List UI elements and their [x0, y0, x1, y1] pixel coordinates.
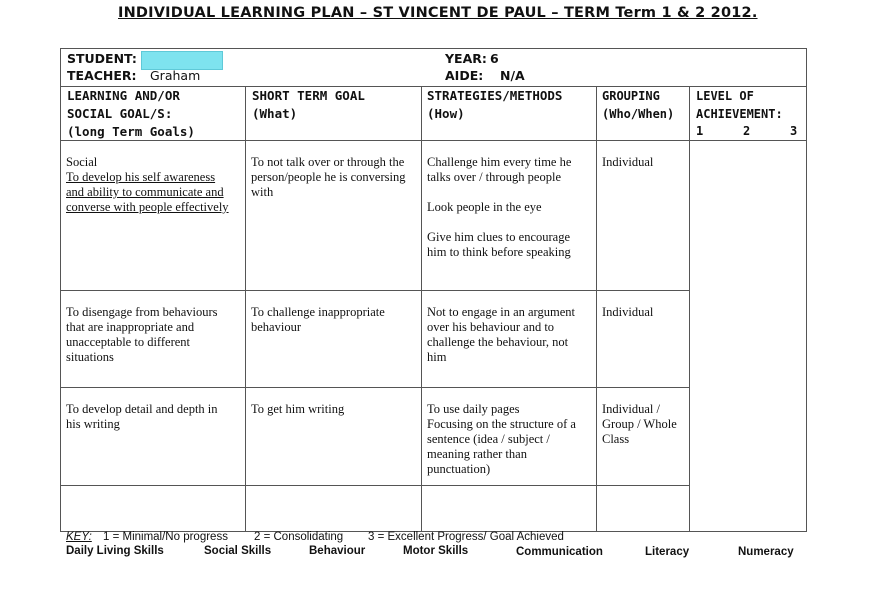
- row-1-goal-line: converse with people effectively: [66, 200, 229, 214]
- header-level-line-2: ACHIEVEMENT:: [696, 107, 783, 121]
- divider-col-2: [421, 86, 422, 531]
- row-1-goal-line: To develop his self awareness: [66, 170, 216, 184]
- header-grouping-line-1: GROUPING: [602, 89, 660, 103]
- header-grouping: [602, 87, 674, 123]
- row-3-strategy-line: Focusing on the structure of a: [427, 417, 576, 431]
- row-3-grouping-line: Individual /: [602, 402, 660, 416]
- row-3-strategy-line: punctuation): [427, 462, 491, 476]
- row-2-grouping-line: Individual: [602, 305, 654, 319]
- header-strategies: [427, 87, 562, 123]
- key-item-1: 1 = Minimal/No progress: [103, 531, 228, 543]
- row-1-strategies: [427, 155, 571, 260]
- level-number-2: 2: [743, 124, 751, 138]
- page-title: INDIVIDUAL LEARNING PLAN – ST VINCENT DE PAUL – TERM Term 1 & 2 2012.: [118, 5, 758, 21]
- row-2-goal-line: that are inappropriate and: [66, 320, 195, 334]
- row-2-strategy-line: Not to engage in an argument: [427, 305, 575, 319]
- row-1-goal-line: and ability to communicate and: [66, 185, 224, 199]
- teacher-value: Graham: [150, 68, 201, 83]
- row-3-goal: [66, 402, 218, 432]
- domain-literacy: Literacy: [645, 546, 690, 558]
- divider-row-3: [60, 485, 689, 486]
- row-1-strategy-line: Challenge him every time he: [427, 155, 572, 169]
- row-1-short-line: person/people he is conversing: [251, 170, 406, 184]
- student-label: STUDENT:: [67, 51, 137, 66]
- key-item-2: 2 = Consolidating: [254, 531, 344, 543]
- domain-communication: Communication: [516, 546, 603, 558]
- row-2-goal: [66, 305, 218, 365]
- row-1-short-term: [251, 155, 405, 200]
- divider-col-3: [596, 86, 597, 531]
- header-level: [696, 87, 783, 123]
- row-1-grouping: [602, 155, 653, 170]
- divider-col-4: [689, 86, 690, 531]
- row-2-short-line: To challenge inappropriate: [251, 305, 385, 319]
- row-2-grouping: [602, 305, 653, 320]
- row-2-goal-line: unacceptable to different: [66, 335, 191, 349]
- header-short-line-2: (What): [252, 106, 298, 121]
- row-1-short-line: with: [251, 185, 274, 199]
- row-1-strategy-line: Look people in the eye: [427, 200, 542, 214]
- row-1-strategy-line: him to think before speaking: [427, 245, 571, 259]
- header-goals-line-1: LEARNING AND/OR: [67, 88, 180, 103]
- row-3-short-line: To get him writing: [251, 402, 345, 416]
- key-item-3: 3 = Excellent Progress/ Goal Achieved: [368, 531, 564, 543]
- row-2-strategy-line: him: [427, 350, 447, 364]
- row-3-strategies: [427, 402, 576, 477]
- row-2-strategy-line: over his behaviour and to: [427, 320, 555, 334]
- aide-label: AIDE:: [445, 68, 484, 83]
- header-short-term: [252, 87, 365, 123]
- year-label: YEAR:: [445, 51, 487, 66]
- row-3-grouping-line: Class: [602, 432, 630, 446]
- header-goals-line-3: (long Term Goals): [67, 124, 195, 139]
- row-1-short-line: To not talk over or through the: [251, 155, 405, 169]
- row-1-strategy-line: Give him clues to encourage: [427, 230, 571, 244]
- domain-social-skills: Social Skills: [204, 545, 272, 557]
- level-number-1: 1: [696, 124, 704, 138]
- row-1-goal: [66, 155, 229, 215]
- header-strategies-line-2: (How): [427, 106, 465, 121]
- header-goals-line-2: SOCIAL GOAL/S:: [67, 106, 173, 121]
- header-grouping-line-2: (Who/When): [602, 107, 675, 121]
- row-2-short-line: behaviour: [251, 320, 301, 334]
- year-value: 6: [490, 51, 499, 66]
- row-3-strategy-line: To use daily pages: [427, 402, 520, 416]
- divider-col-1: [245, 86, 246, 531]
- header-short-line-1: SHORT TERM GOAL: [252, 88, 365, 103]
- row-3-goal-line: his writing: [66, 417, 120, 431]
- header-level-line-1: LEVEL OF: [696, 89, 754, 103]
- row-2-strategies: [427, 305, 575, 365]
- row-1-strategy-gap: [427, 185, 571, 200]
- domain-daily-living-skills: Daily Living Skills: [66, 545, 164, 557]
- divider-row-2: [60, 387, 689, 388]
- header-goals: [67, 87, 195, 141]
- teacher-label: TEACHER:: [67, 68, 137, 83]
- row-3-strategy-line: sentence (idea / subject /: [427, 432, 550, 446]
- row-2-goal-line: situations: [66, 350, 114, 364]
- aide-value: N/A: [500, 68, 525, 83]
- row-1-strategy-line: talks over / through people: [427, 170, 561, 184]
- divider-row-1: [60, 290, 689, 291]
- header-strategies-line-1: STRATEGIES/METHODS: [427, 88, 563, 103]
- row-3-grouping-line: Group / Whole: [602, 417, 677, 431]
- row-2-short-term: [251, 305, 385, 335]
- domain-numeracy: Numeracy: [738, 546, 794, 558]
- row-3-grouping: [602, 402, 677, 447]
- row-2-goal-line: To disengage from behaviours: [66, 305, 218, 319]
- row-1-grouping-line: Individual: [602, 155, 654, 169]
- row-1-goal-line: Social: [66, 155, 98, 169]
- row-2-strategy-line: challenge the behaviour, not: [427, 335, 569, 349]
- row-3-goal-line: To develop detail and depth in: [66, 402, 218, 416]
- row-1-strategy-gap: [427, 215, 571, 230]
- domain-motor-skills: Motor Skills: [403, 545, 469, 557]
- level-number-3: 3: [790, 124, 798, 138]
- row-3-short-term: [251, 402, 344, 417]
- key-label: KEY:: [66, 531, 92, 543]
- domain-behaviour: Behaviour: [309, 545, 366, 557]
- row-3-strategy-line: meaning rather than: [427, 447, 527, 461]
